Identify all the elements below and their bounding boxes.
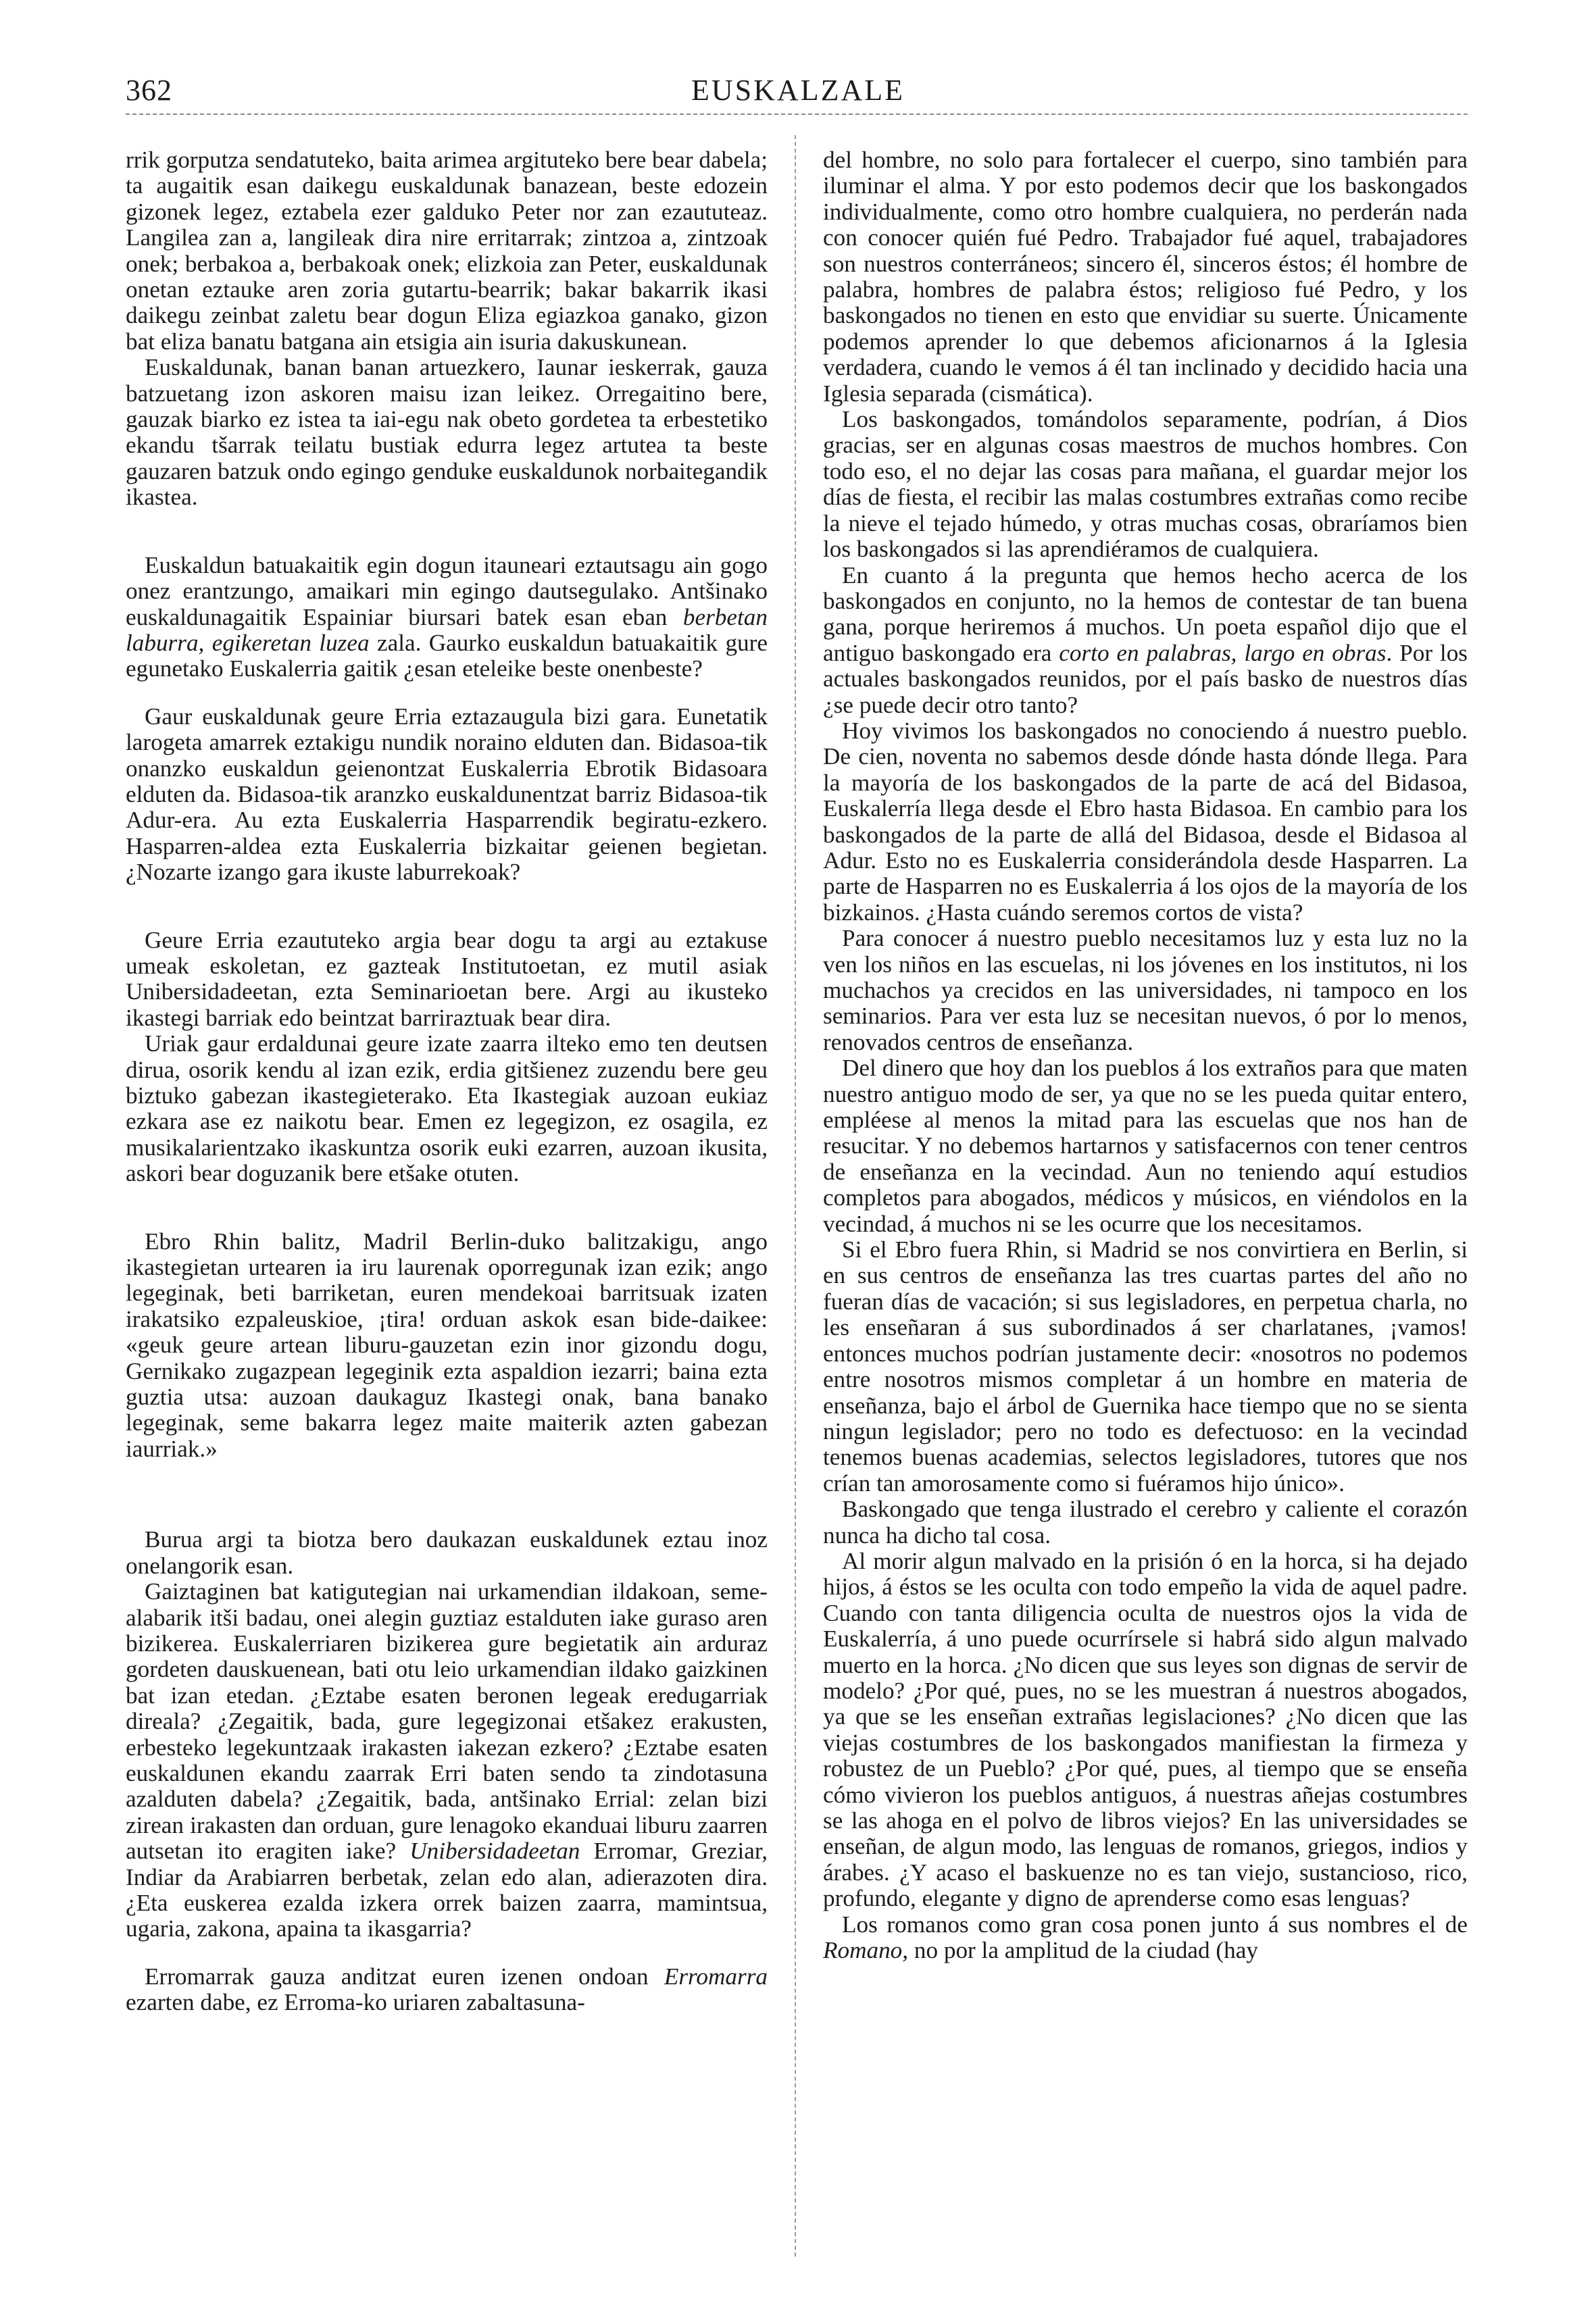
section-gap — [126, 511, 768, 553]
paragraph: Euskaldun batuakaitik egin dogun itauneari eztautsagu ain gogo onez erantzungo, amaikari min egingo dautsegulako. Antšinako euskaldunagaitik Espainiar biursari batek esan eban berbetan laburra, egikeretan luzea zala. Gaurko euskaldun batuakaitik gure egunetako Euskalerria gaitik ¿esan eteleike beste onenbeste? — [126, 551, 768, 682]
paragraph: Uriak gaur erdaldunai geure izate zaarra ilteko emo ten deutsen dirua, osorik kendu al izan ezik, erdia gitšienez zuzendu bere geu biztuko gabezan ikastegieterako. Eta Ikastegiak auzoan eukiaz ezkara ase ez naikotu bear. Emen ez legegizon, ez osagila, ez musikalarientzako ikaskuntza osorik euki ezarren, auzoan ikusita, askori bear doguzanik bere etšake otuten. — [126, 1030, 768, 1187]
paragraph: rrik gorputza sendatuteko, baita arimea argituteko bere bear dabela; ta augaitik esan daikegu euskaldunak banazean, beste edozein gizonek legez, eztabela ezer galduko Peter nor zan ezaututeaz. Langilea zan a, langileak dira nire erritarrak; zintzoa a, zintzoak onek; berbakoa a, berbakoak onek; elizkoia zan Peter, euskaldunak onetan eztauke aren zoria gutartu-bearrik; bakar bakarrik ikasi daikegu zeinbat zaletu bear dogun Eliza egiazkoa ganako, gizon bat eliza banatu batgana ain etsigia ain isuria dakuskunean. — [126, 147, 768, 355]
section-gap — [126, 1187, 768, 1229]
quoted-phrase: corto en palabras, largo en obras — [1059, 639, 1387, 666]
right-column-spanish — [823, 147, 1468, 1963]
paragraph: Erromarrak gauza anditzat euren izenen ondoan Erromarra ezarten dabe, ez Erroma-ko uriaren zabaltasuna- — [126, 1963, 768, 2016]
italic-term: Erromarra — [664, 1963, 768, 1990]
section-gap — [126, 682, 768, 704]
paragraph: Baskongado que tenga ilustrado el cerebro y caliente el corazón nunca ha dicho tal cosa. — [823, 1496, 1468, 1549]
paragraph: Hoy vivimos los baskongados no conociendo á nuestro pueblo. De cien, noventa no sabemos desde dónde hasta dónde llega. Para la mayoría de los baskongados de la parte de acá del Bidasoa, Euskalerría llega desde el Ebro hasta Bidasoa. En cambio para los baskongados de la parte de allá del Bidasoa, desde el Bidasoa al Adur. Esto no es Euskalerria considerándola desde Hasparren. La parte de Hasparren no es Euskalerria á los ojos de la mayoría de los bizkainos. ¿Hasta cuándo seremos cortos de vista? — [823, 717, 1468, 926]
paragraph: Gaiztaginen bat katigutegian nai urkamendian ildakoan, seme-alabarik itši badau, onei alegin guztiaz estalduten iake guraso aren bizikerea. Euskalerriaren bizikerea gure begietatik ain arduraz gordeten dauskuenean, bati otu leio urkamendian ildako gaizkinen bat izan etedan. ¿Eztabe esaten beronen legeak eredugarriak direala? ¿Zegaitik, bada, gure legegizonai etšakez erakusten, erbesteko legekuntzaak irakasten iakezan ezkero? ¿Eztabe esaten euskaldunen ekandu zaarrak Erri baten sendo ta zindotasuna azalduten dabela? ¿Zegaitik, bada, antšinako Errial: zelan bizi zirean irakasten dan orduan, gure lenagoko ekanduai liburu zaarren autsetan ito eragiten iake? Unibersidadeetan Erromar, Greziar, Indiar da Arabiarren berbetak, zelan edo alan, adierazoten dira. ¿Eta euskerea ezalda izkera orrek baizen zaarra, mamintsua, ugaria, zakona, apaina ta ikasgarria? — [126, 1578, 768, 1942]
paragraph: Euskaldunak, banan banan artuezkero, Iaunar ieskerrak, gauza batzuetang izon askoren maisu izan leikez. Orregaitino bere, gauzak biarko ez istea ta iai-egu nak obeto gordetea ta erbestetiko ekandu tšarrak teilatu bustiak edurra legez artutea ta beste gauzaren batzuk ondo egingo genduke euskaldunok norbaitegandik ikastea. — [126, 354, 768, 511]
header-rule — [126, 114, 1468, 115]
paragraph: Si el Ebro fuera Rhin, si Madrid se nos convirtiera en Berlin, si en sus centros de enseñanza las tres cuartas partes del año no fueran días de vacación; si sus legisladores, en perpetua charla, no les enseñaran á sus subordinados á ser charlatanes, ¡vamos! entonces muchos podrían justamente decir: «nosotros no podemos entre nosotros mismos completar á un hombre en materia de enseñanza, bajo el árbol de Guernika hace tiempo que no se sienta ningun legislador; pero no todo es defectuoso: en la vecindad tenemos buenas academias, selectos legisladores, tutores que nos crían tan amorosamente como si fuéramos hijo único». — [823, 1236, 1468, 1496]
italic-term: Unibersidadeetan — [409, 1838, 580, 1865]
page-number: 362 — [126, 74, 172, 107]
paragraph: Para conocer á nuestro pueblo necesitamos luz y esta luz no la ven los niños en las escuelas, ni los jóvenes en los institutos, ni los muchachos ya crecidos en las universidades, ni tampoco en los seminarios. Para ver esta luz se necesitan nuevos, ó por lo menos, renovados centros de enseñanza. — [823, 925, 1468, 1055]
paragraph: Geure Erria ezaututeko argia bear dogu ta argi au eztakuse umeak eskoletan, ez gazteak Institutoetan, ez mutil asiak Unibersidadeetan, ezta Seminarioetan bere. Argi au ikusteko ikastegi barriak edo beintzat barriraztuak bear dira. — [126, 926, 768, 1031]
column-divider — [795, 135, 796, 2257]
paragraph: Los baskongados, tomándolos separamente, podrían, á Dios gracias, ser en algunas cosas maestros de muchos hombres. Con todo eso, el no dejar las cosas para mañana, el guardar mejor los días de fiesta, el recibir las malas costumbres extrañas como recibe la nieve el tejado húmedo, y otras muchas cosas, obraríamos bien los baskongados si las aprendiéramos de cualquiera. — [823, 406, 1468, 563]
paragraph: Al morir algun malvado en la prisión ó en la horca, si ha dejado hijos, á éstos se les oculta con todo empeño la vida de aquel padre. Cuando con tanta diligencia oculta de nuestros ojos la vida de Euskalerría, á uno puede ocurrírsele si habrá sido algun malvado muerto en la horca. ¿No dicen que sus leyes son dignas de servir de modelo? ¿Por qué, pues, no se les muestran á nuestros abogados, ya que se les enseñan extrañas legislaciones? ¿No dicen que las viejas costumbres de los baskongados manifiestan la firmeza y robustez de un Pueblo? ¿Por qué, pues, al tiempo que se enseña cómo vivieron los pueblos antiguos, á nuestras añejas costumbres se las ahoga en el polvo de libros viejos? En las universidades se enseñan, de algun modo, las lenguas de romanos, griegos, indios y árabes. ¿Y acaso el baskuenze no es tan viejo, sustancioso, rico, profundo, elegante y digno de aprenderse como esas lenguas? — [823, 1547, 1468, 1912]
section-gap — [126, 1942, 768, 1964]
paragraph: Ebro Rhin balitz, Madril Berlin-duko balitzakigu, ango ikastegietan urtearen ia iru laurenak oporregunak izan ezik; ango legeginak, beti barriketan, euren mendekoai barritsuak izaten irakatsiko ezpaleuskioe, ¡tira! orduan askok esan bide-daikee: «geuk geure artean liburu-gauzetan ezin inor gizondu dogu, Gernikako zugazpean legeginik ezta aspaldion iezarri; baina ezta guztia utsa: auzoan daukaguz Ikastegi onak, bana banako legeginak, seme bakarra legez maite maiterik azten gabezan iaurriak.» — [126, 1228, 768, 1462]
paragraph: Del dinero que hoy dan los pueblos á los extraños para que maten nuestro antiguo modo de ser, ya que no se les pueda quitar entero, empléese al menos la mitad para las escuelas que nos han de resucitar. Y no debemos hartarnos y satisfacernos con tener centros de enseñanza en la vecindad. Aun no teniendo aquí estudios completos para abogados, médicos y músicos, en viéndolos en la vecindad, á muchos ni se les ocurre que los necesitamos. — [823, 1055, 1468, 1237]
paragraph: Los romanos como gran cosa ponen junto á sus nombres el de Romano, no por la amplitud de la ciudad (hay — [823, 1911, 1468, 1964]
running-title: EUSKALZALE — [691, 74, 905, 107]
section-gap — [126, 1462, 768, 1527]
section-gap — [126, 886, 768, 928]
left-column-basque — [126, 147, 768, 2016]
italic-term: Romano, — [823, 1937, 909, 1964]
paragraph: Gaur euskaldunak geure Erria eztazaugula bizi gara. Eunetatik larogeta amarrek eztakigu nundik noraino elduten dan. Bidasoa-tik onanzko euskaldun geienontzat Euskalerria Ebrotik Bidasoara elduten da. Bidasoa-tik aranzko euskaldunentzat barriz Bidasoa-tik Adur-era. Au ezta Euskalerria Hasparrendik begiratu-ezkero. Hasparren-aldea ezta Euskalerria bizkaitar geienen begietan. ¿Nozarte izango gara ikuste laburrekoak? — [126, 703, 768, 886]
paragraph: En cuanto á la pregunta que hemos hecho acerca de los baskongados en conjunto, no la hemos de contestar de tan buena gana, porque heriremos á muchos. Un poeta español dijo que el antiguo baskongado era corto en palabras, largo en obras. Por los actuales baskongados reunidos, por el país basko de nuestros días ¿se puede decir otro tanto? — [823, 561, 1468, 718]
quoted-phrase: berbetan laburra, egikeretan luzea — [126, 603, 768, 656]
paragraph: del hombre, no solo para fortalecer el cuerpo, sino también para iluminar el alma. Y por esto podemos decir que los baskongados individualmente, como otro hombre cualquiera, no perderán nada con conocer quién fué Pedro. Trabajador fué aquel, trabajadores son nuestros conterráneos; sincero él, sinceros éstos; él hombre de palabra, hombres de palabra éstos; religioso fué Pedro, y los baskongados no tienen en esto que envidiar su suerte. Únicamente podemos aprender lo que debemos aficionarnos á la Iglesia verdadera, cuando le vemos á él tan inclinado y decidido hacia una Iglesia separada (cismática). — [823, 147, 1468, 407]
paragraph: Burua argi ta biotza bero daukazan euskaldunek eztau inoz onelangorik esan. — [126, 1526, 768, 1579]
